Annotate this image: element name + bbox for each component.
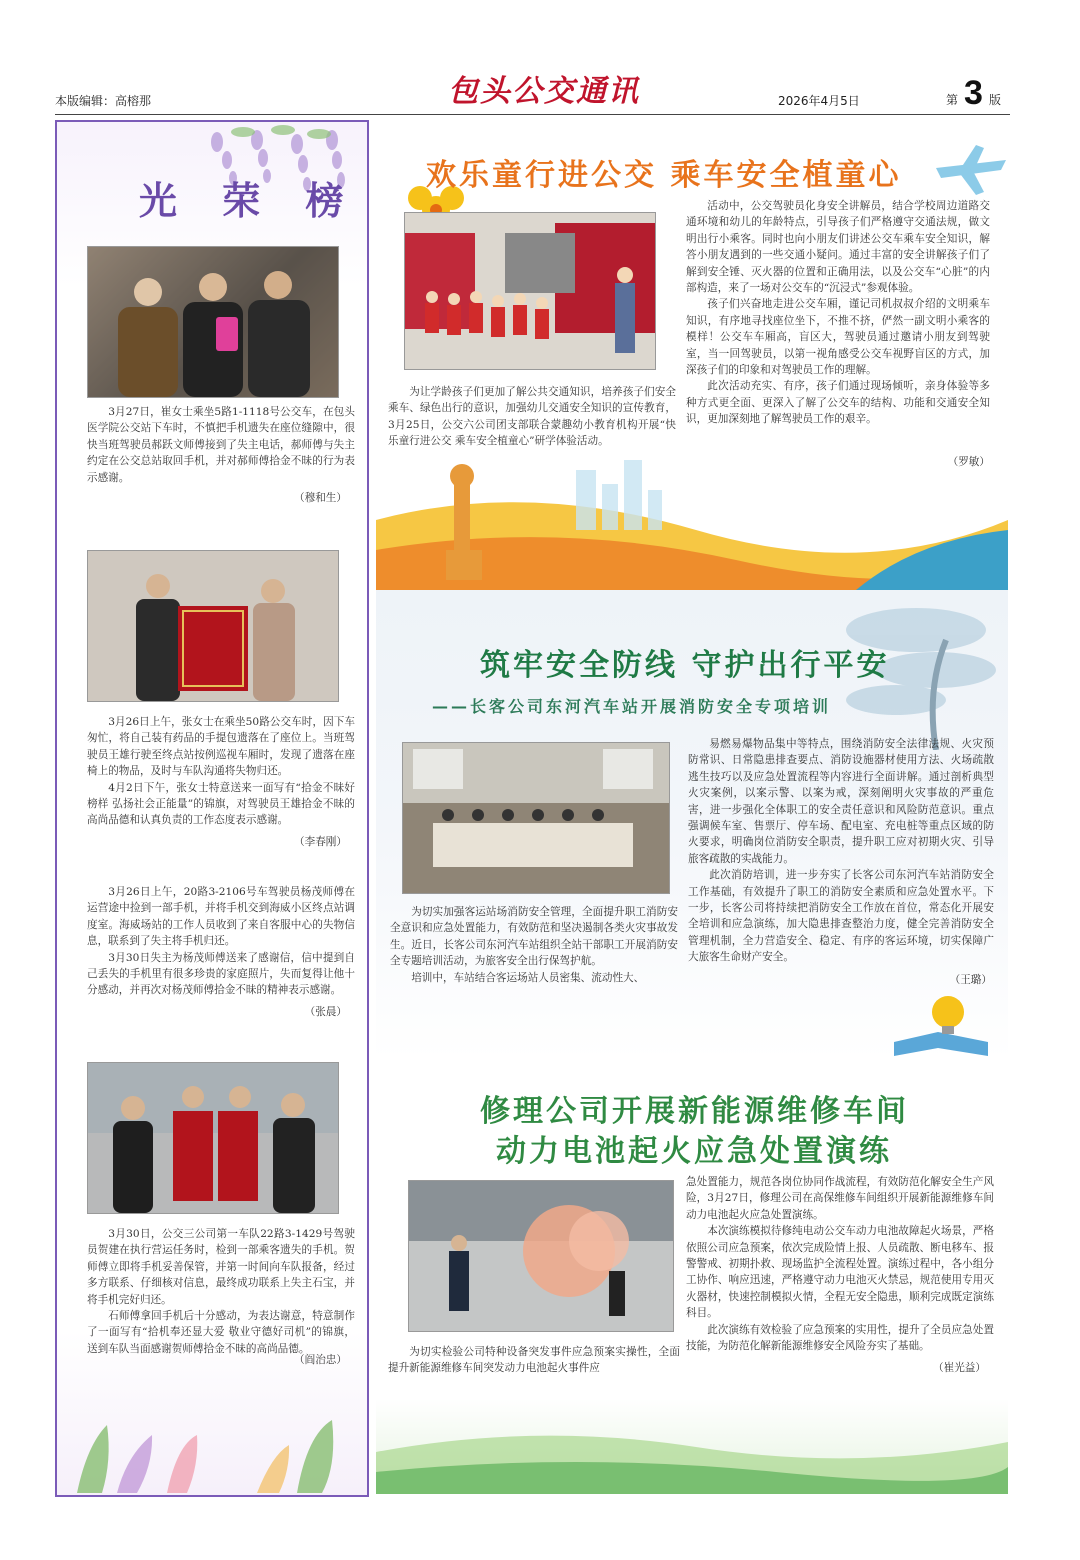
story-3-paragraph-2: 3月30日失主为杨茂师傅送来了感谢信，信中提到自己丢失的手机里有很多珍贵的家庭照片，失而复得让他十分感动，并再次对杨茂师傅拾金不昧的精神表示感谢。 xyxy=(87,951,355,997)
article-fire-training-section xyxy=(376,590,1008,1060)
newspaper-masthead: 包头公交通讯 xyxy=(448,74,640,109)
photo-handover-phone xyxy=(87,246,339,398)
photo-banner-hejian xyxy=(87,1062,339,1214)
editor-credit: 本版编辑：高榕那 xyxy=(55,94,152,108)
article-1-author: （罗敏） xyxy=(947,456,990,468)
article-3-column-1 xyxy=(388,1344,680,1377)
article-2-subtitle: ——长客公司东河汽车站开展消防安全专项培训 xyxy=(432,697,832,716)
story-4-author: （阎治忠） xyxy=(294,1354,347,1366)
story-4-paragraph-1: 3月30日，公交三公司第一车队22路3-1429号驾驶员贺建在执行营运任务时，检到一部乘客遗失的手机。贺师傅立即将手机妥善保管，并第一时间向车队报备，经过多方联系、仔细核对信息，最终成功联系上失主石宝，并将手机完好归还。 xyxy=(87,1228,355,1306)
article-1-paragraph-2: 活动中，公交驾驶员化身安全讲解员，结合学校周边道路交通环境和幼儿的年龄特点，引导孩子们严格遵守交通法规，做文明出行小乘客。同时也向小朋友们讲述公交车乘车安全知识，解答小朋友遇到的一些交通小疑问。通过丰富的安全讲解孩子们了解到安全锤、灭火器的位置和正确用法，以及公交车“心脏”的内部构造，来了一场对公交车的“沉浸式”参观体验。 xyxy=(686,200,990,295)
article-3-paragraph-2: 急处置能力，规范各岗位协同作战流程，有效防范化解安全生产风险，3月27日，修理公司在高保维修车间组织开展新能源维修车间动力电池起火应急处置演练。 xyxy=(686,1176,994,1221)
glory-board-title: 光 荣 榜 xyxy=(139,179,360,223)
article-1-paragraph-1: 为让学龄孩子们更加了解公共交通知识，培养孩子们安全乘车、绿色出行的意识，加强幼儿交通安全知识的宣传教育，3月25日，公交六公司团支部联合蒙趣幼小教育机构开展“快乐童行进公交 乘车安全植童心”研学体验活动。 xyxy=(388,386,676,448)
article-2-column-2 xyxy=(688,736,994,966)
article-3-paragraph-3: 本次演练模拟待修纯电动公交车动力电池故障起火场景，严格依照公司应急预案，依次完成险情上报、人员疏散、断电移车、报警警戒、初期扑救、现场监护全流程处置。演练过程中，各小组分工协作、响应迅速，严格遵守动力电池灭火禁忌，规范使用专用灭火器材，快速控制模拟火情，全程无安全隐患，顺利完成既定演练科目。 xyxy=(686,1225,994,1320)
article-1-column-2 xyxy=(686,198,990,428)
article-3-paragraph-4: 此次演练有效检验了应急预案的实用性，提升了全员应急处置技能，为防范化解新能源维修安全风险夯实了基础。 xyxy=(686,1323,994,1353)
issue-date: 2026年4月5日 xyxy=(778,94,860,108)
article-battery-drill-section xyxy=(376,1062,1008,1494)
article-1-paragraph-4: 此次活动充实、有序，孩子们通过现场倾听，亲身体验等多种方式更全面、更深入了解了公交车的结构、功能和交通安全知识，更加深刻地了解驾驶员工作的艰辛。 xyxy=(686,380,990,426)
page-number: 3 xyxy=(964,74,983,112)
story-2-paragraph-2: 4月2日下午，张女士特意送来一面写有“拾金不昧好榜样 弘扬社会正能量”的锦旗，对驾驶员王雄拾金不昧的高尚品德和认真负责的工作态度表示感谢。 xyxy=(87,781,355,827)
floral-decoration xyxy=(57,1405,363,1493)
article-2-paragraph-3: 易燃易爆物品集中等特点，围绕消防安全法律法规、火灾预防常识、日常隐患排查要点、消防设施器材使用方法、火场疏散逃生技巧以及应急处置流程等内容进行全面讲解。通过剖析典型火灾案例，以案示警、以案为戒，深刻阐明火灾事故的严重危害，进一步强化全体职工的安全责任意识和风险防范意识。重点强调候车室、售票厅、停车场、配电室、充电桩等重点区域的防火要求，明确岗位消防安全职责，提升职工应对初期火灾、引导旅客疏散的实战能力。 xyxy=(688,738,994,865)
glory-board xyxy=(55,120,369,1497)
photo-fire-training-meeting xyxy=(402,742,670,894)
story-2-text xyxy=(87,714,355,829)
article-3-title-line-1: 修理公司开展新能源维修车间 xyxy=(480,1094,909,1129)
story-3-author: （张晨） xyxy=(304,1006,347,1018)
grass-decoration xyxy=(376,1412,1008,1494)
article-2-paragraph-2: 培训中，车站结合客运场站人员密集、流动性大、 xyxy=(411,971,645,984)
story-2-paragraph-1: 3月26日上午，张女士在乘坐50路公交车时，因下车匆忙，将自己装有药品的手提包遗落在了座位上。当班驾驶员王雄行驶至终点站按例巡视车厢时，发现了遗落在座椅上的物品，及时与车队沟通将失物归还。 xyxy=(87,716,355,778)
lightbulb-book-icon xyxy=(888,992,1000,1060)
article-3-author: （崔光益） xyxy=(933,1362,986,1374)
article-2-paragraph-4: 此次消防培训，进一步夯实了长客公司东河汽车站消防安全工作基础，有效提升了职工的消防安全素质和应急处置水平。下一步，长客公司将持续把消防安全工作放在首位，常态化开展安全培训和应急演练，加大隐患排查整治力度，健全完善消防安全管理机制，全力营造安全、稳定、有序的客运环境，切实保障广大旅客生命财产安全。 xyxy=(688,869,994,964)
page-number-block xyxy=(946,74,1001,113)
article-2-paragraph-1: 为切实加强客运站场消防安全管理，全面提升职工消防安全意识和应急处置能力，有效防范和坚决遏制各类火灾事故发生。近日，长客公司东河汽车站组织全站干部职工开展消防安全专题培训活动，为旅客安全出行保驾护航。 xyxy=(390,906,678,968)
photo-banner-wangxiong xyxy=(87,550,339,702)
story-4-text xyxy=(87,1226,355,1357)
story-4-paragraph-2: 石师傅拿回手机后十分感动，为表达谢意，特意制作了一面写有“拾机奉还显大爱 敬业守德好司机”的锦旗，送到车队当面感谢贺师傅拾金不昧的高尚品德。 xyxy=(87,1310,355,1355)
article-1-column-1 xyxy=(388,384,676,450)
story-1-text xyxy=(87,404,355,486)
story-1-author: （穆和生） xyxy=(294,492,347,504)
story-3-paragraph-1: 3月26日上午，20路3-2106号车驾驶员杨茂师傅在运营途中捡到一部手机，并将手机交到海威小区终点站调度室。海威场站的工作人员收到了来自客服中心的失物信息，联系到了失主将手机归还。 xyxy=(87,886,355,948)
article-2-column-1 xyxy=(390,904,678,986)
page-prefix: 第 xyxy=(946,93,959,107)
header-rule xyxy=(55,114,1010,115)
article-1-paragraph-3: 孩子们兴奋地走进公交车厢，谨记司机叔叔介绍的文明乘车知识，有序地寻找座位坐下，不推不挤，俨然一副文明小乘客的模样！公交车车厢高，盲区大，驾驶员通过邀请小朋友到驾驶室，当一回驾驶员，以第一视角感受公交车视野盲区的方式，加深孩子们的印象和对驾驶员工作的理解。 xyxy=(686,298,990,377)
story-1-paragraph: 3月27日，崔女士乘坐5路1-1118号公交车，在包头医学院公交站下车时，不慎把手机遗失在座位缝隙中，很快当班驾驶员郝跃文师傅接到了失主电话，郝师傅与失主约定在公交总站取回手机，并对郝师傅拾金不昧的行为表示感谢。 xyxy=(87,406,355,484)
photo-kids-at-bus xyxy=(404,212,656,370)
article-kids-bus-section xyxy=(376,120,1008,590)
article-2-title: 筑牢安全防线 守护出行平安 xyxy=(480,648,890,683)
article-3-paragraph-1: 为切实检验公司特种设备突发事件应急预案实操性，全面提升新能源维修车间突发动力电池起火事件应 xyxy=(388,1346,680,1375)
story-2-author: （李春刚） xyxy=(294,836,347,848)
story-3-text xyxy=(87,884,355,999)
article-2-author: （王璐） xyxy=(949,974,992,986)
photo-battery-fire-drill xyxy=(408,1180,674,1332)
article-1-title: 欢乐童行进公交 乘车安全植童心 xyxy=(426,158,902,193)
landscape-giraffe-decoration xyxy=(376,460,1008,590)
page-suffix: 版 xyxy=(988,93,1001,107)
article-3-title-line-2: 动力电池起火应急处置演练 xyxy=(496,1134,892,1169)
article-3-column-2 xyxy=(686,1174,994,1354)
